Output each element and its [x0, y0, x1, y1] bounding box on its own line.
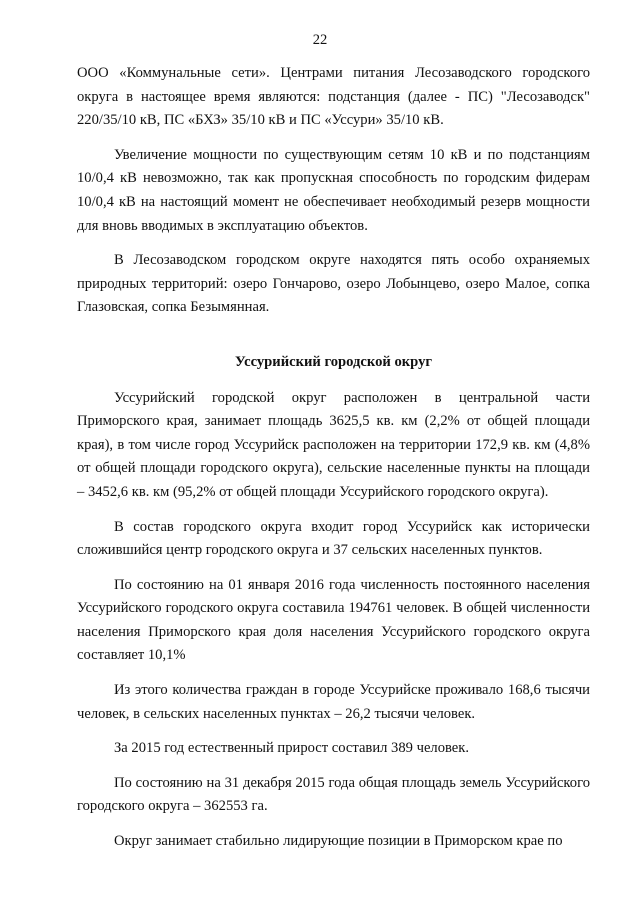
paragraph: В состав городского округа входит город Уссурийск как исторически сложившийся центр городского округа и 37 сельских населенных пунктов. [77, 518, 590, 559]
paragraph: За 2015 год естественный прирост составил 389 человек. [114, 740, 470, 757]
page-number: 22 [312, 32, 328, 48]
paragraph: Увеличение мощности по существующим сетям 10 кВ и по подстанциям 10/0,4 кВ невозможно, так как пропускная способность по городским фидерам 10/0,4 кВ на настоящий момент не обеспечивает необходимый резерв мощности для вновь вводимых в эксплуатацию объектов. [77, 146, 590, 234]
paragraph: ООО «Коммунальные сети». Центрами питания Лесозаводского городского округа в настоящее время являются: подстанция (далее - ПС) "Лесозаводск" 220/35/10 кВ, ПС «БХЗ» 35/10 кВ и ПС «Уссури» 35/10 кВ. [77, 65, 590, 129]
paragraph: Округ занимает стабильно лидирующие позиции в Приморском крае по [114, 833, 563, 850]
section-heading: Уссурийский городской округ [234, 353, 432, 370]
paragraph: По состоянию на 31 декабря 2015 года общая площадь земель Уссурийского городского округа – 362553 га. [77, 774, 590, 815]
paragraph: Уссурийский городской округ расположен в центральной части Приморского края, занимает площадь 3625,5 кв. км (2,2% от общей площади края), в том числе город Уссурийск расположен на территории 172,9 кв. км (4,8% от общей площади городского округа), сельские населенные пункты на площади – 3452,6 кв. км (95,2% от общей площади Уссурийского городского округа). [77, 389, 590, 500]
page-content [77, 62, 590, 865]
paragraph: Из этого количества граждан в городе Уссурийске проживало 168,6 тысячи человек, в сельских населенных пунктах – 26,2 тысячи человек. [77, 682, 590, 722]
paragraph: В Лесозаводском городском округе находятся пять особо охраняемых природных территорий: озеро Гончарово, озеро Лобынцево, озеро Малое, сопка Глазовская, сопка Безымянная. [77, 252, 590, 316]
paragraph: По состоянию на 01 января 2016 года численность постоянного населения Уссурийского городского округа составила 194761 человек. В общей численности населения Приморского края доля населения Уссурийского городского округа составляет 10,1% [77, 576, 590, 664]
